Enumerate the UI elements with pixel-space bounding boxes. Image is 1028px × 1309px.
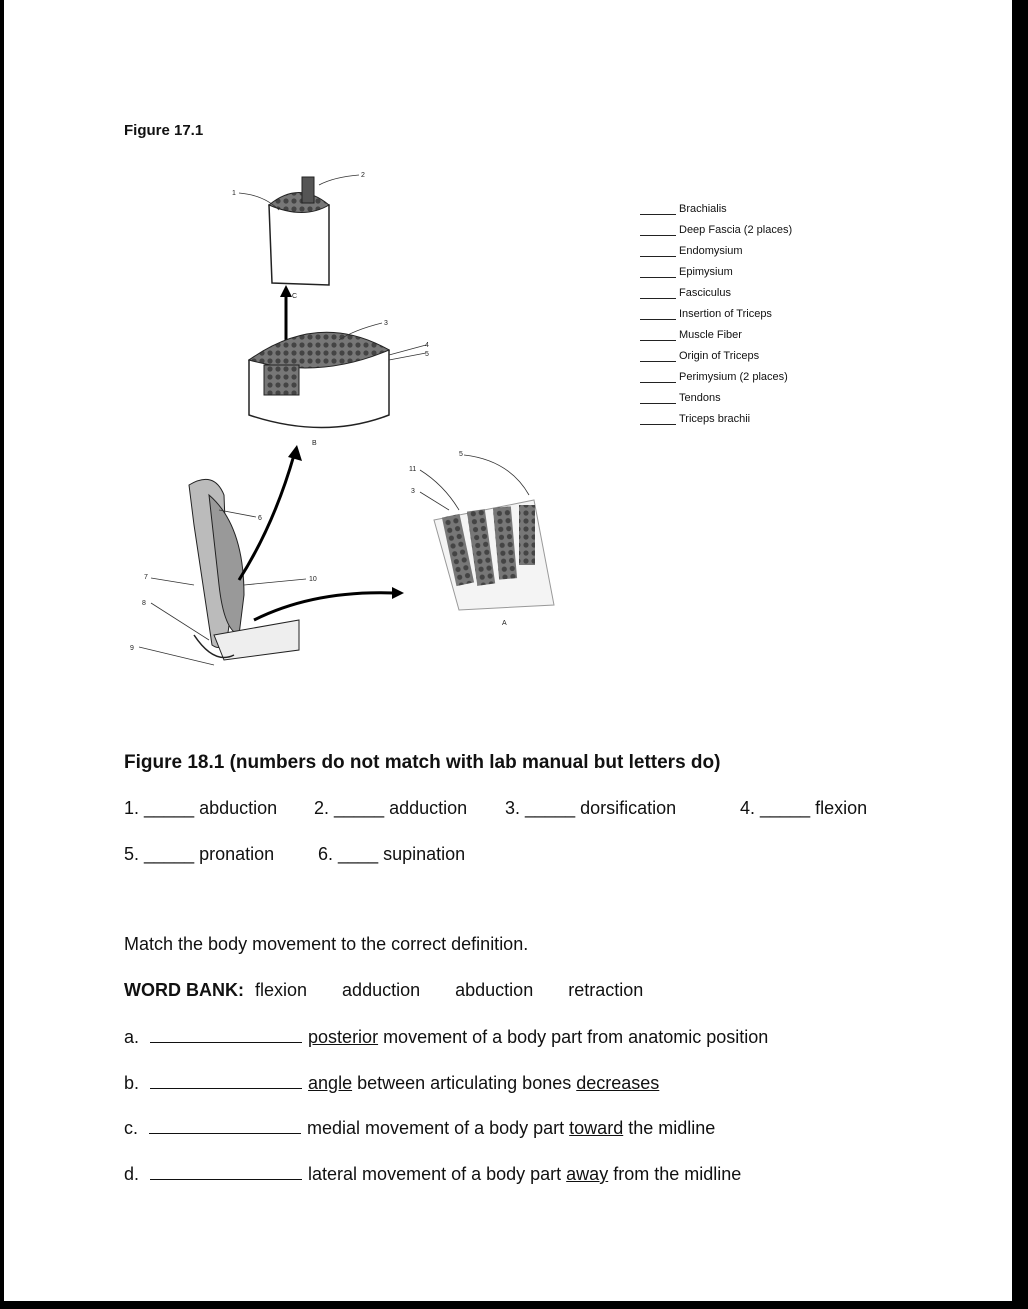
word-bank-word: retraction xyxy=(568,980,644,1000)
worksheet-page xyxy=(4,0,1012,1301)
diagram-number-11: 11 xyxy=(409,466,417,473)
word-bank-word: adduction xyxy=(342,980,421,1000)
label-row: Muscle Fiber xyxy=(640,320,792,341)
question-c: c. medial movement of a body part toward the midline xyxy=(124,1118,716,1138)
muscle-fibers-a xyxy=(434,500,554,610)
movement-item-1: 1. _____ abduction xyxy=(124,798,278,818)
diagram-number-3: 3 xyxy=(384,320,388,327)
label-list xyxy=(640,194,792,425)
diagram-number-5: 5 xyxy=(425,351,429,358)
muscle-section-b xyxy=(249,332,389,427)
muscle-structure-diagram xyxy=(114,165,574,675)
diagram-number-1: 1 xyxy=(232,190,236,197)
figure-17-title: Figure 17.1 xyxy=(124,122,204,139)
diagram-number-4: 4 xyxy=(425,342,429,349)
diagram-number-10: 10 xyxy=(309,576,317,583)
diagram-letter-c: C xyxy=(292,293,298,300)
diagram-number-5b: 5 xyxy=(459,451,463,458)
answer-blank[interactable] xyxy=(150,1163,302,1180)
label-row: Fasciculus xyxy=(640,278,792,299)
diagram-number-7: 7 xyxy=(144,574,148,581)
matching-instruction: Match the body movement to the correct definition. xyxy=(124,934,529,954)
word-bank-label: WORD BANK: xyxy=(124,980,244,1000)
figure-18-title: Figure 18.1 (numbers do not match with lab manual but letters do) xyxy=(124,752,721,773)
diagram-number-8: 8 xyxy=(142,600,146,607)
answer-blank[interactable] xyxy=(150,1072,302,1089)
answer-blank[interactable] xyxy=(150,1026,302,1043)
movement-item-5: 5. _____ pronation xyxy=(124,844,275,864)
diagram-letter-a: A xyxy=(502,620,507,627)
label-row: Brachialis xyxy=(640,194,792,215)
movement-item-2: 2. _____ adduction xyxy=(314,798,468,818)
answer-blank[interactable] xyxy=(149,1117,301,1134)
label-row: Perimysium (2 places) xyxy=(640,362,792,383)
word-bank-word: abduction xyxy=(455,980,534,1000)
question-a: a. posterior movement of a body part from anatomic position xyxy=(124,1027,769,1047)
fascicle-block-c xyxy=(269,177,329,340)
question-b: b. angle between articulating bones decreases xyxy=(124,1073,660,1093)
movement-item-4: 4. _____ flexion xyxy=(740,798,868,818)
movement-item-3: 3. _____ dorsification xyxy=(505,798,677,818)
diagram-number-9: 9 xyxy=(130,645,134,652)
diagram-letter-b: B xyxy=(312,440,317,447)
diagram-number-2: 2 xyxy=(361,172,365,179)
question-d: d. lateral movement of a body part away from the midline xyxy=(124,1164,742,1184)
diagram-number-3b: 3 xyxy=(411,488,415,495)
word-bank xyxy=(124,980,643,1001)
label-row: Epimysium xyxy=(640,257,792,278)
label-row: Endomysium xyxy=(640,236,792,257)
label-row: Origin of Triceps xyxy=(640,341,792,362)
label-row: Deep Fascia (2 places) xyxy=(640,215,792,236)
label-row: Triceps brachii xyxy=(640,404,792,425)
label-row: Insertion of Triceps xyxy=(640,299,792,320)
movement-item-6: 6. ____ supination xyxy=(318,844,466,864)
label-row: Tendons xyxy=(640,383,792,404)
word-bank-word: flexion xyxy=(255,980,308,1000)
diagram-number-6: 6 xyxy=(258,515,262,522)
